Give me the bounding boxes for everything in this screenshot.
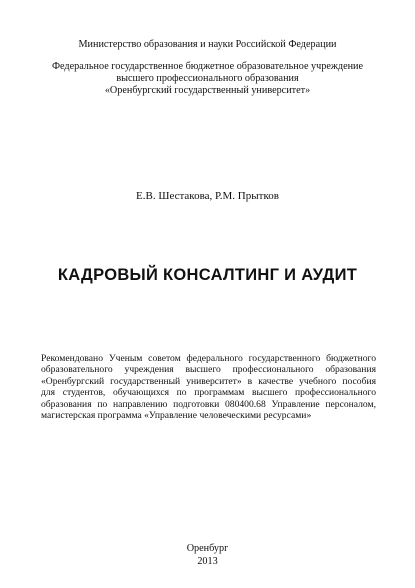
- recommendation-line: образовательного учреждения высшего профессионального образования: [41, 364, 376, 376]
- institution-block: [0, 61, 415, 97]
- authors: Е.В. Шестакова, Р.М. Прытков: [136, 190, 279, 202]
- recommendation-line: Рекомендовано Ученым советом федерального государственного бюджетного: [41, 353, 376, 364]
- recommendation-line: для студентов, обучающихся по программам высшего профессионального: [41, 387, 376, 399]
- recommendation-paragraph: [41, 353, 376, 421]
- institution-line: высшего профессионального образования: [116, 73, 299, 84]
- recommendation-line: «Оренбургский государственный университет» в качестве учебного пособия: [41, 375, 376, 387]
- recommendation-line: образования по направлению подготовки 080400.68 Управление персоналом,: [41, 398, 376, 410]
- institution-line: «Оренбургский государственный университет»: [104, 85, 311, 96]
- publication-city: Оренбург: [186, 543, 229, 554]
- publication-year: 2013: [197, 556, 218, 567]
- institution-line: Федеральное государственное бюджетное образовательное учреждение: [51, 61, 364, 72]
- ministry-heading: Министерство образования и науки Российской Федерации: [78, 39, 337, 50]
- recommendation-line: магистерская программа «Управление человеческими ресурсами»: [41, 409, 312, 421]
- book-title: КАДРОВЫЙ КОНСАЛТИНГ И АУДИТ: [57, 266, 358, 284]
